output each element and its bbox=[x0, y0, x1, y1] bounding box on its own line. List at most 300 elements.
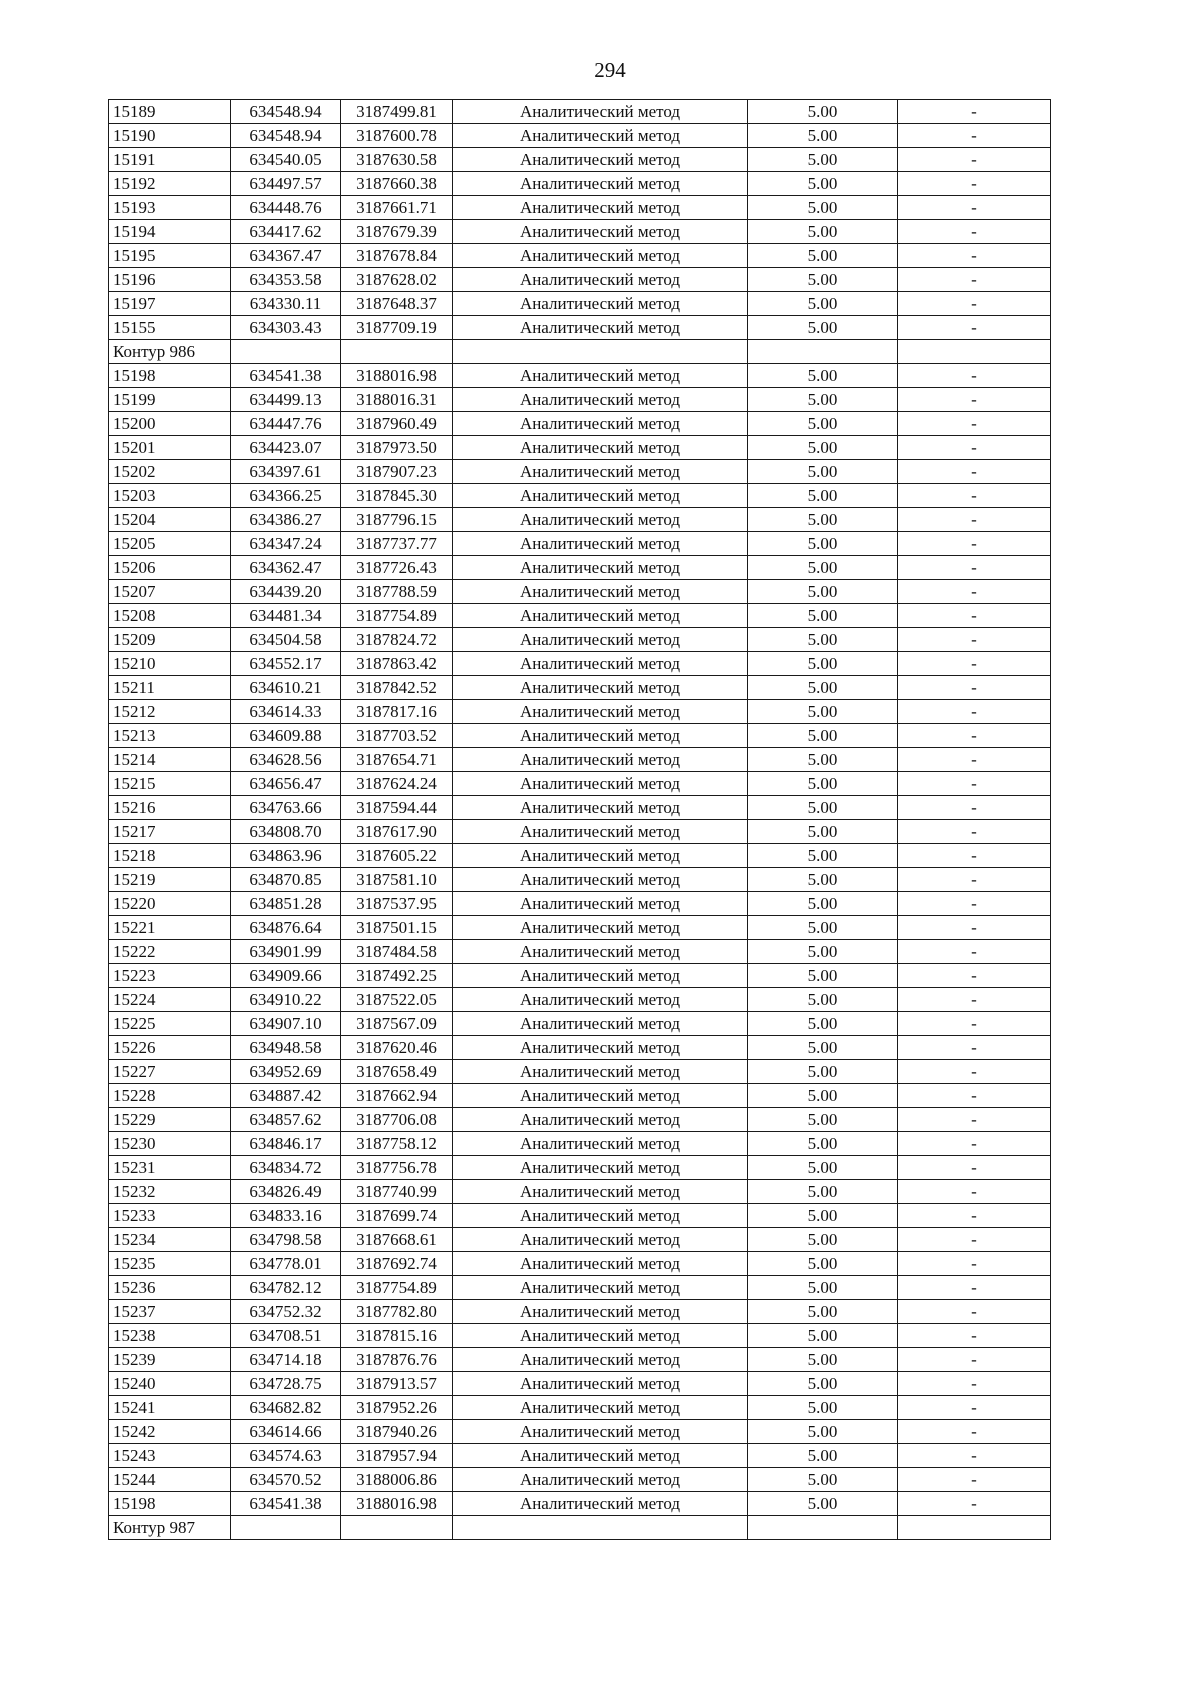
y-coordinate-cell: 3187617.90 bbox=[341, 820, 453, 844]
note-cell: - bbox=[898, 316, 1051, 340]
point-number-cell: 15197 bbox=[109, 292, 231, 316]
method-cell: Аналитический метод bbox=[453, 604, 748, 628]
method-cell: Аналитический метод bbox=[453, 364, 748, 388]
method-cell: Аналитический метод bbox=[453, 964, 748, 988]
note-cell: - bbox=[898, 1132, 1051, 1156]
precision-cell: 5.00 bbox=[748, 724, 898, 748]
x-coordinate-cell: 634366.25 bbox=[231, 484, 341, 508]
note-cell: - bbox=[898, 1180, 1051, 1204]
precision-cell: 5.00 bbox=[748, 748, 898, 772]
method-cell: Аналитический метод bbox=[453, 316, 748, 340]
method-cell: Аналитический метод bbox=[453, 1084, 748, 1108]
y-coordinate-cell: 3188016.98 bbox=[341, 1492, 453, 1516]
method-cell: Аналитический метод bbox=[453, 652, 748, 676]
precision-cell: 5.00 bbox=[748, 964, 898, 988]
x-coordinate-cell: 634499.13 bbox=[231, 388, 341, 412]
x-coordinate-cell: 634782.12 bbox=[231, 1276, 341, 1300]
table-row bbox=[109, 892, 1051, 916]
table-row bbox=[109, 244, 1051, 268]
y-coordinate-cell: 3187661.71 bbox=[341, 196, 453, 220]
point-number-cell: 15218 bbox=[109, 844, 231, 868]
method-cell: Аналитический метод bbox=[453, 844, 748, 868]
precision-cell: 5.00 bbox=[748, 1036, 898, 1060]
method-cell: Аналитический метод bbox=[453, 1012, 748, 1036]
method-cell: Аналитический метод bbox=[453, 1228, 748, 1252]
note-cell: - bbox=[898, 1348, 1051, 1372]
x-coordinate-cell: 634909.66 bbox=[231, 964, 341, 988]
point-number-cell: 15237 bbox=[109, 1300, 231, 1324]
note-cell: - bbox=[898, 1276, 1051, 1300]
y-coordinate-cell: 3187957.94 bbox=[341, 1444, 453, 1468]
x-coordinate-cell: 634541.38 bbox=[231, 1492, 341, 1516]
method-cell: Аналитический метод bbox=[453, 1204, 748, 1228]
method-cell: Аналитический метод bbox=[453, 1468, 748, 1492]
precision-cell: 5.00 bbox=[748, 508, 898, 532]
y-coordinate-cell: 3187624.24 bbox=[341, 772, 453, 796]
note-cell: - bbox=[898, 796, 1051, 820]
note-cell: - bbox=[898, 604, 1051, 628]
precision-cell: 5.00 bbox=[748, 1324, 898, 1348]
method-cell: Аналитический метод bbox=[453, 868, 748, 892]
y-coordinate-cell: 3187703.52 bbox=[341, 724, 453, 748]
precision-cell: 5.00 bbox=[748, 916, 898, 940]
table-row bbox=[109, 1492, 1051, 1516]
point-number-cell: 15227 bbox=[109, 1060, 231, 1084]
table-row bbox=[109, 1204, 1051, 1228]
table-row bbox=[109, 1108, 1051, 1132]
precision-cell: 5.00 bbox=[748, 652, 898, 676]
y-coordinate-cell: 3187845.30 bbox=[341, 484, 453, 508]
method-cell: Аналитический метод bbox=[453, 1276, 748, 1300]
point-number-cell: 15194 bbox=[109, 220, 231, 244]
note-cell: - bbox=[898, 676, 1051, 700]
y-coordinate-cell: 3187952.26 bbox=[341, 1396, 453, 1420]
x-coordinate-cell: 634656.47 bbox=[231, 772, 341, 796]
table-row bbox=[109, 148, 1051, 172]
x-coordinate-cell: 634870.85 bbox=[231, 868, 341, 892]
point-number-cell: 15206 bbox=[109, 556, 231, 580]
y-coordinate-cell: 3187842.52 bbox=[341, 676, 453, 700]
point-number-cell: 15196 bbox=[109, 268, 231, 292]
note-cell: - bbox=[898, 460, 1051, 484]
table-row bbox=[109, 364, 1051, 388]
x-coordinate-cell: 634540.05 bbox=[231, 148, 341, 172]
method-cell: Аналитический метод bbox=[453, 1348, 748, 1372]
x-coordinate-cell: 634833.16 bbox=[231, 1204, 341, 1228]
precision-cell: 5.00 bbox=[748, 1156, 898, 1180]
table-row bbox=[109, 796, 1051, 820]
table-row bbox=[109, 388, 1051, 412]
note-cell: - bbox=[898, 292, 1051, 316]
x-coordinate-cell: 634857.62 bbox=[231, 1108, 341, 1132]
note-cell: - bbox=[898, 124, 1051, 148]
point-number-cell: 15217 bbox=[109, 820, 231, 844]
note-cell: - bbox=[898, 1228, 1051, 1252]
precision-cell: 5.00 bbox=[748, 1252, 898, 1276]
table-row bbox=[109, 1420, 1051, 1444]
point-number-cell: 15191 bbox=[109, 148, 231, 172]
note-cell: - bbox=[898, 412, 1051, 436]
table-row bbox=[109, 1324, 1051, 1348]
x-coordinate-cell: 634417.62 bbox=[231, 220, 341, 244]
table-row bbox=[109, 292, 1051, 316]
table-row bbox=[109, 268, 1051, 292]
method-cell: Аналитический метод bbox=[453, 700, 748, 724]
precision-cell: 5.00 bbox=[748, 412, 898, 436]
y-coordinate-cell: 3187678.84 bbox=[341, 244, 453, 268]
note-cell: - bbox=[898, 724, 1051, 748]
empty-cell bbox=[748, 340, 898, 364]
method-cell: Аналитический метод bbox=[453, 724, 748, 748]
table-row bbox=[109, 1372, 1051, 1396]
x-coordinate-cell: 634952.69 bbox=[231, 1060, 341, 1084]
precision-cell: 5.00 bbox=[748, 892, 898, 916]
x-coordinate-cell: 634808.70 bbox=[231, 820, 341, 844]
x-coordinate-cell: 634752.32 bbox=[231, 1300, 341, 1324]
point-number-cell: 15230 bbox=[109, 1132, 231, 1156]
table-row bbox=[109, 196, 1051, 220]
method-cell: Аналитический метод bbox=[453, 1372, 748, 1396]
precision-cell: 5.00 bbox=[748, 460, 898, 484]
x-coordinate-cell: 634834.72 bbox=[231, 1156, 341, 1180]
method-cell: Аналитический метод bbox=[453, 1132, 748, 1156]
precision-cell: 5.00 bbox=[748, 1012, 898, 1036]
method-cell: Аналитический метод bbox=[453, 772, 748, 796]
method-cell: Аналитический метод bbox=[453, 1060, 748, 1084]
note-cell: - bbox=[898, 1492, 1051, 1516]
point-number-cell: 15195 bbox=[109, 244, 231, 268]
method-cell: Аналитический метод bbox=[453, 892, 748, 916]
precision-cell: 5.00 bbox=[748, 1228, 898, 1252]
point-number-cell: 15205 bbox=[109, 532, 231, 556]
note-cell: - bbox=[898, 388, 1051, 412]
x-coordinate-cell: 634362.47 bbox=[231, 556, 341, 580]
x-coordinate-cell: 634347.24 bbox=[231, 532, 341, 556]
y-coordinate-cell: 3187567.09 bbox=[341, 1012, 453, 1036]
x-coordinate-cell: 634887.42 bbox=[231, 1084, 341, 1108]
y-coordinate-cell: 3187492.25 bbox=[341, 964, 453, 988]
note-cell: - bbox=[898, 940, 1051, 964]
note-cell: - bbox=[898, 916, 1051, 940]
point-number-cell: 15228 bbox=[109, 1084, 231, 1108]
note-cell: - bbox=[898, 868, 1051, 892]
x-coordinate-cell: 634863.96 bbox=[231, 844, 341, 868]
y-coordinate-cell: 3187605.22 bbox=[341, 844, 453, 868]
point-number-cell: 15209 bbox=[109, 628, 231, 652]
method-cell: Аналитический метод bbox=[453, 1324, 748, 1348]
x-coordinate-cell: 634303.43 bbox=[231, 316, 341, 340]
note-cell: - bbox=[898, 820, 1051, 844]
y-coordinate-cell: 3187815.16 bbox=[341, 1324, 453, 1348]
precision-cell: 5.00 bbox=[748, 1276, 898, 1300]
point-number-cell: 15214 bbox=[109, 748, 231, 772]
note-cell: - bbox=[898, 556, 1051, 580]
method-cell: Аналитический метод bbox=[453, 412, 748, 436]
note-cell: - bbox=[898, 1036, 1051, 1060]
method-cell: Аналитический метод bbox=[453, 916, 748, 940]
y-coordinate-cell: 3187796.15 bbox=[341, 508, 453, 532]
table-row bbox=[109, 676, 1051, 700]
table-row bbox=[109, 172, 1051, 196]
table-row bbox=[109, 772, 1051, 796]
note-cell: - bbox=[898, 196, 1051, 220]
precision-cell: 5.00 bbox=[748, 1060, 898, 1084]
note-cell: - bbox=[898, 484, 1051, 508]
note-cell: - bbox=[898, 1396, 1051, 1420]
x-coordinate-cell: 634901.99 bbox=[231, 940, 341, 964]
table-row bbox=[109, 124, 1051, 148]
precision-cell: 5.00 bbox=[748, 676, 898, 700]
note-cell: - bbox=[898, 964, 1051, 988]
x-coordinate-cell: 634570.52 bbox=[231, 1468, 341, 1492]
method-cell: Аналитический метод bbox=[453, 436, 748, 460]
precision-cell: 5.00 bbox=[748, 1204, 898, 1228]
method-cell: Аналитический метод bbox=[453, 460, 748, 484]
point-number-cell: 15225 bbox=[109, 1012, 231, 1036]
method-cell: Аналитический метод bbox=[453, 580, 748, 604]
point-number-cell: 15233 bbox=[109, 1204, 231, 1228]
table-row bbox=[109, 1060, 1051, 1084]
note-cell: - bbox=[898, 100, 1051, 124]
y-coordinate-cell: 3187628.02 bbox=[341, 268, 453, 292]
method-cell: Аналитический метод bbox=[453, 1180, 748, 1204]
x-coordinate-cell: 634330.11 bbox=[231, 292, 341, 316]
precision-cell: 5.00 bbox=[748, 1132, 898, 1156]
precision-cell: 5.00 bbox=[748, 1420, 898, 1444]
empty-cell bbox=[898, 340, 1051, 364]
precision-cell: 5.00 bbox=[748, 196, 898, 220]
y-coordinate-cell: 3187654.71 bbox=[341, 748, 453, 772]
precision-cell: 5.00 bbox=[748, 1084, 898, 1108]
y-coordinate-cell: 3187737.77 bbox=[341, 532, 453, 556]
table-row bbox=[109, 1012, 1051, 1036]
x-coordinate-cell: 634448.76 bbox=[231, 196, 341, 220]
empty-cell bbox=[453, 1516, 748, 1540]
x-coordinate-cell: 634714.18 bbox=[231, 1348, 341, 1372]
note-cell: - bbox=[898, 1204, 1051, 1228]
method-cell: Аналитический метод bbox=[453, 484, 748, 508]
precision-cell: 5.00 bbox=[748, 1492, 898, 1516]
point-number-cell: 15239 bbox=[109, 1348, 231, 1372]
precision-cell: 5.00 bbox=[748, 940, 898, 964]
y-coordinate-cell: 3187754.89 bbox=[341, 604, 453, 628]
table-row bbox=[109, 988, 1051, 1012]
note-cell: - bbox=[898, 1444, 1051, 1468]
precision-cell: 5.00 bbox=[748, 1108, 898, 1132]
method-cell: Аналитический метод bbox=[453, 508, 748, 532]
x-coordinate-cell: 634907.10 bbox=[231, 1012, 341, 1036]
y-coordinate-cell: 3187679.39 bbox=[341, 220, 453, 244]
precision-cell: 5.00 bbox=[748, 988, 898, 1012]
note-cell: - bbox=[898, 1012, 1051, 1036]
coordinates-table-body bbox=[109, 100, 1051, 1540]
empty-cell bbox=[231, 340, 341, 364]
y-coordinate-cell: 3187692.74 bbox=[341, 1252, 453, 1276]
method-cell: Аналитический метод bbox=[453, 1036, 748, 1060]
method-cell: Аналитический метод bbox=[453, 796, 748, 820]
y-coordinate-cell: 3187658.49 bbox=[341, 1060, 453, 1084]
x-coordinate-cell: 634481.34 bbox=[231, 604, 341, 628]
method-cell: Аналитический метод bbox=[453, 100, 748, 124]
empty-cell bbox=[341, 1516, 453, 1540]
method-cell: Аналитический метод bbox=[453, 148, 748, 172]
point-number-cell: 15212 bbox=[109, 700, 231, 724]
method-cell: Аналитический метод bbox=[453, 196, 748, 220]
note-cell: - bbox=[898, 532, 1051, 556]
table-row bbox=[109, 652, 1051, 676]
method-cell: Аналитический метод bbox=[453, 1108, 748, 1132]
method-cell: Аналитический метод bbox=[453, 172, 748, 196]
y-coordinate-cell: 3187726.43 bbox=[341, 556, 453, 580]
y-coordinate-cell: 3187630.58 bbox=[341, 148, 453, 172]
point-number-cell: 15240 bbox=[109, 1372, 231, 1396]
point-number-cell: 15234 bbox=[109, 1228, 231, 1252]
table-row bbox=[109, 1396, 1051, 1420]
precision-cell: 5.00 bbox=[748, 388, 898, 412]
y-coordinate-cell: 3187501.15 bbox=[341, 916, 453, 940]
table-row bbox=[109, 532, 1051, 556]
point-number-cell: 15210 bbox=[109, 652, 231, 676]
table-row bbox=[109, 412, 1051, 436]
x-coordinate-cell: 634447.76 bbox=[231, 412, 341, 436]
x-coordinate-cell: 634778.01 bbox=[231, 1252, 341, 1276]
note-cell: - bbox=[898, 700, 1051, 724]
precision-cell: 5.00 bbox=[748, 244, 898, 268]
method-cell: Аналитический метод bbox=[453, 988, 748, 1012]
point-number-cell: 15204 bbox=[109, 508, 231, 532]
table-row bbox=[109, 460, 1051, 484]
x-coordinate-cell: 634504.58 bbox=[231, 628, 341, 652]
note-cell: - bbox=[898, 580, 1051, 604]
y-coordinate-cell: 3187824.72 bbox=[341, 628, 453, 652]
precision-cell: 5.00 bbox=[748, 628, 898, 652]
point-number-cell: 15199 bbox=[109, 388, 231, 412]
empty-cell bbox=[453, 340, 748, 364]
y-coordinate-cell: 3187863.42 bbox=[341, 652, 453, 676]
y-coordinate-cell: 3187668.61 bbox=[341, 1228, 453, 1252]
x-coordinate-cell: 634851.28 bbox=[231, 892, 341, 916]
y-coordinate-cell: 3187709.19 bbox=[341, 316, 453, 340]
precision-cell: 5.00 bbox=[748, 100, 898, 124]
note-cell: - bbox=[898, 172, 1051, 196]
point-number-cell: 15242 bbox=[109, 1420, 231, 1444]
table-row bbox=[109, 748, 1051, 772]
x-coordinate-cell: 634552.17 bbox=[231, 652, 341, 676]
note-cell: - bbox=[898, 436, 1051, 460]
precision-cell: 5.00 bbox=[748, 172, 898, 196]
empty-cell bbox=[231, 1516, 341, 1540]
method-cell: Аналитический метод bbox=[453, 1444, 748, 1468]
y-coordinate-cell: 3187782.80 bbox=[341, 1300, 453, 1324]
x-coordinate-cell: 634609.88 bbox=[231, 724, 341, 748]
table-row bbox=[109, 220, 1051, 244]
x-coordinate-cell: 634548.94 bbox=[231, 100, 341, 124]
note-cell: - bbox=[898, 628, 1051, 652]
precision-cell: 5.00 bbox=[748, 820, 898, 844]
method-cell: Аналитический метод bbox=[453, 1252, 748, 1276]
contour-label: Контур 986 bbox=[109, 340, 231, 364]
x-coordinate-cell: 634682.82 bbox=[231, 1396, 341, 1420]
precision-cell: 5.00 bbox=[748, 292, 898, 316]
method-cell: Аналитический метод bbox=[453, 268, 748, 292]
table-row bbox=[109, 724, 1051, 748]
x-coordinate-cell: 634397.61 bbox=[231, 460, 341, 484]
method-cell: Аналитический метод bbox=[453, 388, 748, 412]
point-number-cell: 15232 bbox=[109, 1180, 231, 1204]
table-row bbox=[109, 1132, 1051, 1156]
point-number-cell: 15226 bbox=[109, 1036, 231, 1060]
x-coordinate-cell: 634798.58 bbox=[231, 1228, 341, 1252]
precision-cell: 5.00 bbox=[748, 1468, 898, 1492]
table-row bbox=[109, 844, 1051, 868]
y-coordinate-cell: 3187537.95 bbox=[341, 892, 453, 916]
precision-cell: 5.00 bbox=[748, 1396, 898, 1420]
point-number-cell: 15238 bbox=[109, 1324, 231, 1348]
point-number-cell: 15207 bbox=[109, 580, 231, 604]
point-number-cell: 15236 bbox=[109, 1276, 231, 1300]
y-coordinate-cell: 3187581.10 bbox=[341, 868, 453, 892]
table-row bbox=[109, 580, 1051, 604]
precision-cell: 5.00 bbox=[748, 604, 898, 628]
point-number-cell: 15213 bbox=[109, 724, 231, 748]
table-row bbox=[109, 1084, 1051, 1108]
note-cell: - bbox=[898, 1300, 1051, 1324]
point-number-cell: 15202 bbox=[109, 460, 231, 484]
table-row bbox=[109, 964, 1051, 988]
point-number-cell: 15231 bbox=[109, 1156, 231, 1180]
note-cell: - bbox=[898, 652, 1051, 676]
y-coordinate-cell: 3187620.46 bbox=[341, 1036, 453, 1060]
point-number-cell: 15215 bbox=[109, 772, 231, 796]
y-coordinate-cell: 3187740.99 bbox=[341, 1180, 453, 1204]
precision-cell: 5.00 bbox=[748, 772, 898, 796]
point-number-cell: 15155 bbox=[109, 316, 231, 340]
x-coordinate-cell: 634386.27 bbox=[231, 508, 341, 532]
table-row bbox=[109, 1180, 1051, 1204]
point-number-cell: 15203 bbox=[109, 484, 231, 508]
table-row bbox=[109, 916, 1051, 940]
note-cell: - bbox=[898, 268, 1051, 292]
table-row bbox=[109, 700, 1051, 724]
y-coordinate-cell: 3187758.12 bbox=[341, 1132, 453, 1156]
point-number-cell: 15243 bbox=[109, 1444, 231, 1468]
x-coordinate-cell: 634367.47 bbox=[231, 244, 341, 268]
y-coordinate-cell: 3187876.76 bbox=[341, 1348, 453, 1372]
note-cell: - bbox=[898, 244, 1051, 268]
x-coordinate-cell: 634628.56 bbox=[231, 748, 341, 772]
table-row bbox=[109, 628, 1051, 652]
method-cell: Аналитический метод bbox=[453, 1420, 748, 1444]
point-number-cell: 15193 bbox=[109, 196, 231, 220]
x-coordinate-cell: 634708.51 bbox=[231, 1324, 341, 1348]
precision-cell: 5.00 bbox=[748, 844, 898, 868]
note-cell: - bbox=[898, 844, 1051, 868]
table-row bbox=[109, 556, 1051, 580]
note-cell: - bbox=[898, 1084, 1051, 1108]
y-coordinate-cell: 3187817.16 bbox=[341, 700, 453, 724]
table-row bbox=[109, 436, 1051, 460]
precision-cell: 5.00 bbox=[748, 1444, 898, 1468]
x-coordinate-cell: 634548.94 bbox=[231, 124, 341, 148]
y-coordinate-cell: 3188006.86 bbox=[341, 1468, 453, 1492]
precision-cell: 5.00 bbox=[748, 1372, 898, 1396]
x-coordinate-cell: 634497.57 bbox=[231, 172, 341, 196]
y-coordinate-cell: 3187660.38 bbox=[341, 172, 453, 196]
note-cell: - bbox=[898, 148, 1051, 172]
empty-cell bbox=[341, 340, 453, 364]
note-cell: - bbox=[898, 364, 1051, 388]
note-cell: - bbox=[898, 1060, 1051, 1084]
